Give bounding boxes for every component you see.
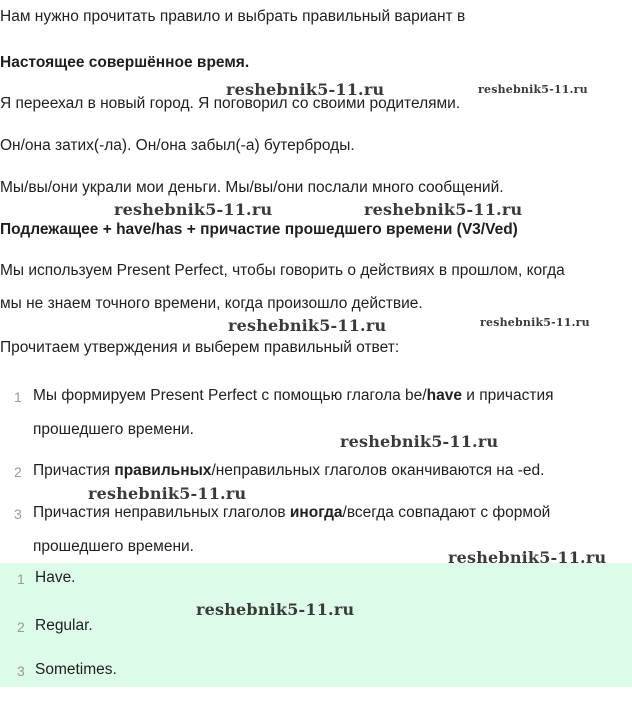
watermark: reshebnik5-11.ru (480, 316, 590, 329)
answer-number: 1 (17, 571, 25, 587)
watermark: reshebnik5-11.ru (114, 200, 273, 219)
intro-text: Нам нужно прочитать правило и выбрать правильный вариант в (0, 8, 466, 25)
statement-number: 2 (14, 464, 22, 480)
statement-line: Причастия неправильных глаголов иногда/всегда совпадают с формой (33, 504, 551, 521)
watermark: reshebnik5-11.ru (196, 600, 355, 619)
watermark: reshebnik5-11.ru (340, 432, 499, 451)
statement-line: прошедшего времени. (33, 538, 194, 555)
usage-line-1: Мы используем Present Perfect, чтобы говорить о действиях в прошлом, когда (0, 262, 565, 279)
answer-text: Sometimes. (35, 661, 117, 678)
watermark: reshebnik5-11.ru (364, 200, 523, 219)
statement-line: Причастия правильных/неправильных глаголов оканчиваются на -ed. (33, 462, 545, 479)
example-3: Мы/вы/они украли мои деньги. Мы/вы/они послали много сообщений. (0, 179, 504, 196)
watermark: reshebnik5-11.ru (478, 83, 588, 96)
watermark: reshebnik5-11.ru (88, 484, 247, 503)
usage-line-2: мы не знаем точного времени, когда произошло действие. (0, 295, 423, 312)
answer-text: Have. (35, 569, 76, 586)
answers-block (0, 563, 632, 687)
answer-number: 2 (17, 619, 25, 635)
statement-line: прошедшего времени. (33, 421, 194, 438)
watermark: reshebnik5-11.ru (228, 316, 387, 335)
statement-line: Мы формируем Present Perfect с помощью глагола be/have и причастия (33, 387, 554, 404)
example-1: Я переехал в новый город. Я поговорил со своими родителями. (0, 95, 461, 112)
formula: Подлежащее + have/has + причастие прошедшего времени (V3/Ved) (0, 221, 518, 238)
example-2: Он/она затих(-ла). Он/она забыл(-а) бутерброды. (0, 137, 355, 154)
tense-title: Настоящее совершённое время. (0, 54, 250, 71)
watermark: reshebnik5-11.ru (448, 548, 607, 567)
watermark: reshebnik5-11.ru (226, 80, 385, 99)
answer-text: Regular. (35, 617, 93, 634)
statement-number: 3 (14, 506, 22, 522)
task-text: Прочитаем утверждения и выберем правильный ответ: (0, 339, 400, 356)
statement-number: 1 (14, 389, 22, 405)
answer-number: 3 (17, 663, 25, 679)
